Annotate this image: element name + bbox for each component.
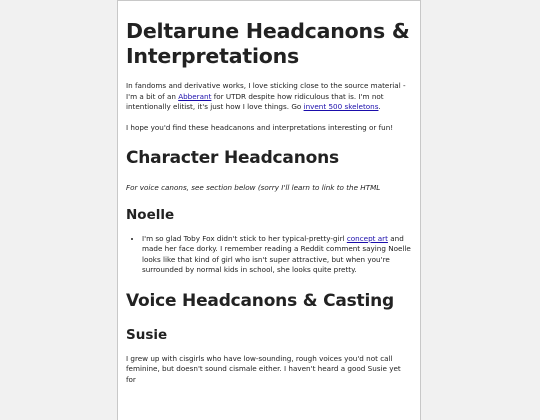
intro-text-2: for UTDR despite how ridiculous that is. I'm not intentionally elitist, it's just how I love things. Go (126, 91, 384, 111)
susie-heading: Susie (126, 326, 168, 343)
article-page (117, 0, 421, 420)
character-headcanons-heading: Character Headcanons (126, 148, 339, 168)
susie-paragraph: I grew up with cisgirls who have low-sounding, rough voices you'd not call feminine, but doesn't sound cismale either. I haven't heard a good Susie yet for (126, 353, 401, 384)
page-title: Deltarune Headcanons & Interpretations (126, 19, 410, 68)
intro-text-1: In fandoms and derivative works, I love sticking close to the source material - I'm a bit of an (126, 81, 406, 101)
intro-text-3: . (378, 102, 381, 111)
intro-paragraph (126, 81, 412, 113)
noelle-list (126, 234, 412, 276)
noelle-text-2: and made her face dorky. I remember reading a Reddit comment saying Noelle looks like that kind of girl who isn't super attractive, but when you're surrounded by normal kids in school, she looks quite pretty. (142, 233, 411, 274)
voice-canon-note: For voice canons, see section below (sorry I'll learn to link to the HTML (126, 183, 381, 192)
concept-art-link[interactable]: concept art (346, 233, 388, 243)
abberant-link[interactable]: Abberant (178, 91, 212, 101)
intro-paragraph-2: I hope you'd find these headcanons and interpretations interesting or fun! (126, 122, 394, 132)
noelle-heading: Noelle (126, 206, 175, 223)
list-item (142, 234, 412, 276)
voice-headcanons-heading: Voice Headcanons & Casting (126, 290, 394, 311)
invent-skeletons-link[interactable]: invent 500 skeletons (303, 102, 379, 111)
noelle-text-1: I'm so glad Toby Fox didn't stick to her typical-pretty-girl (142, 233, 347, 243)
